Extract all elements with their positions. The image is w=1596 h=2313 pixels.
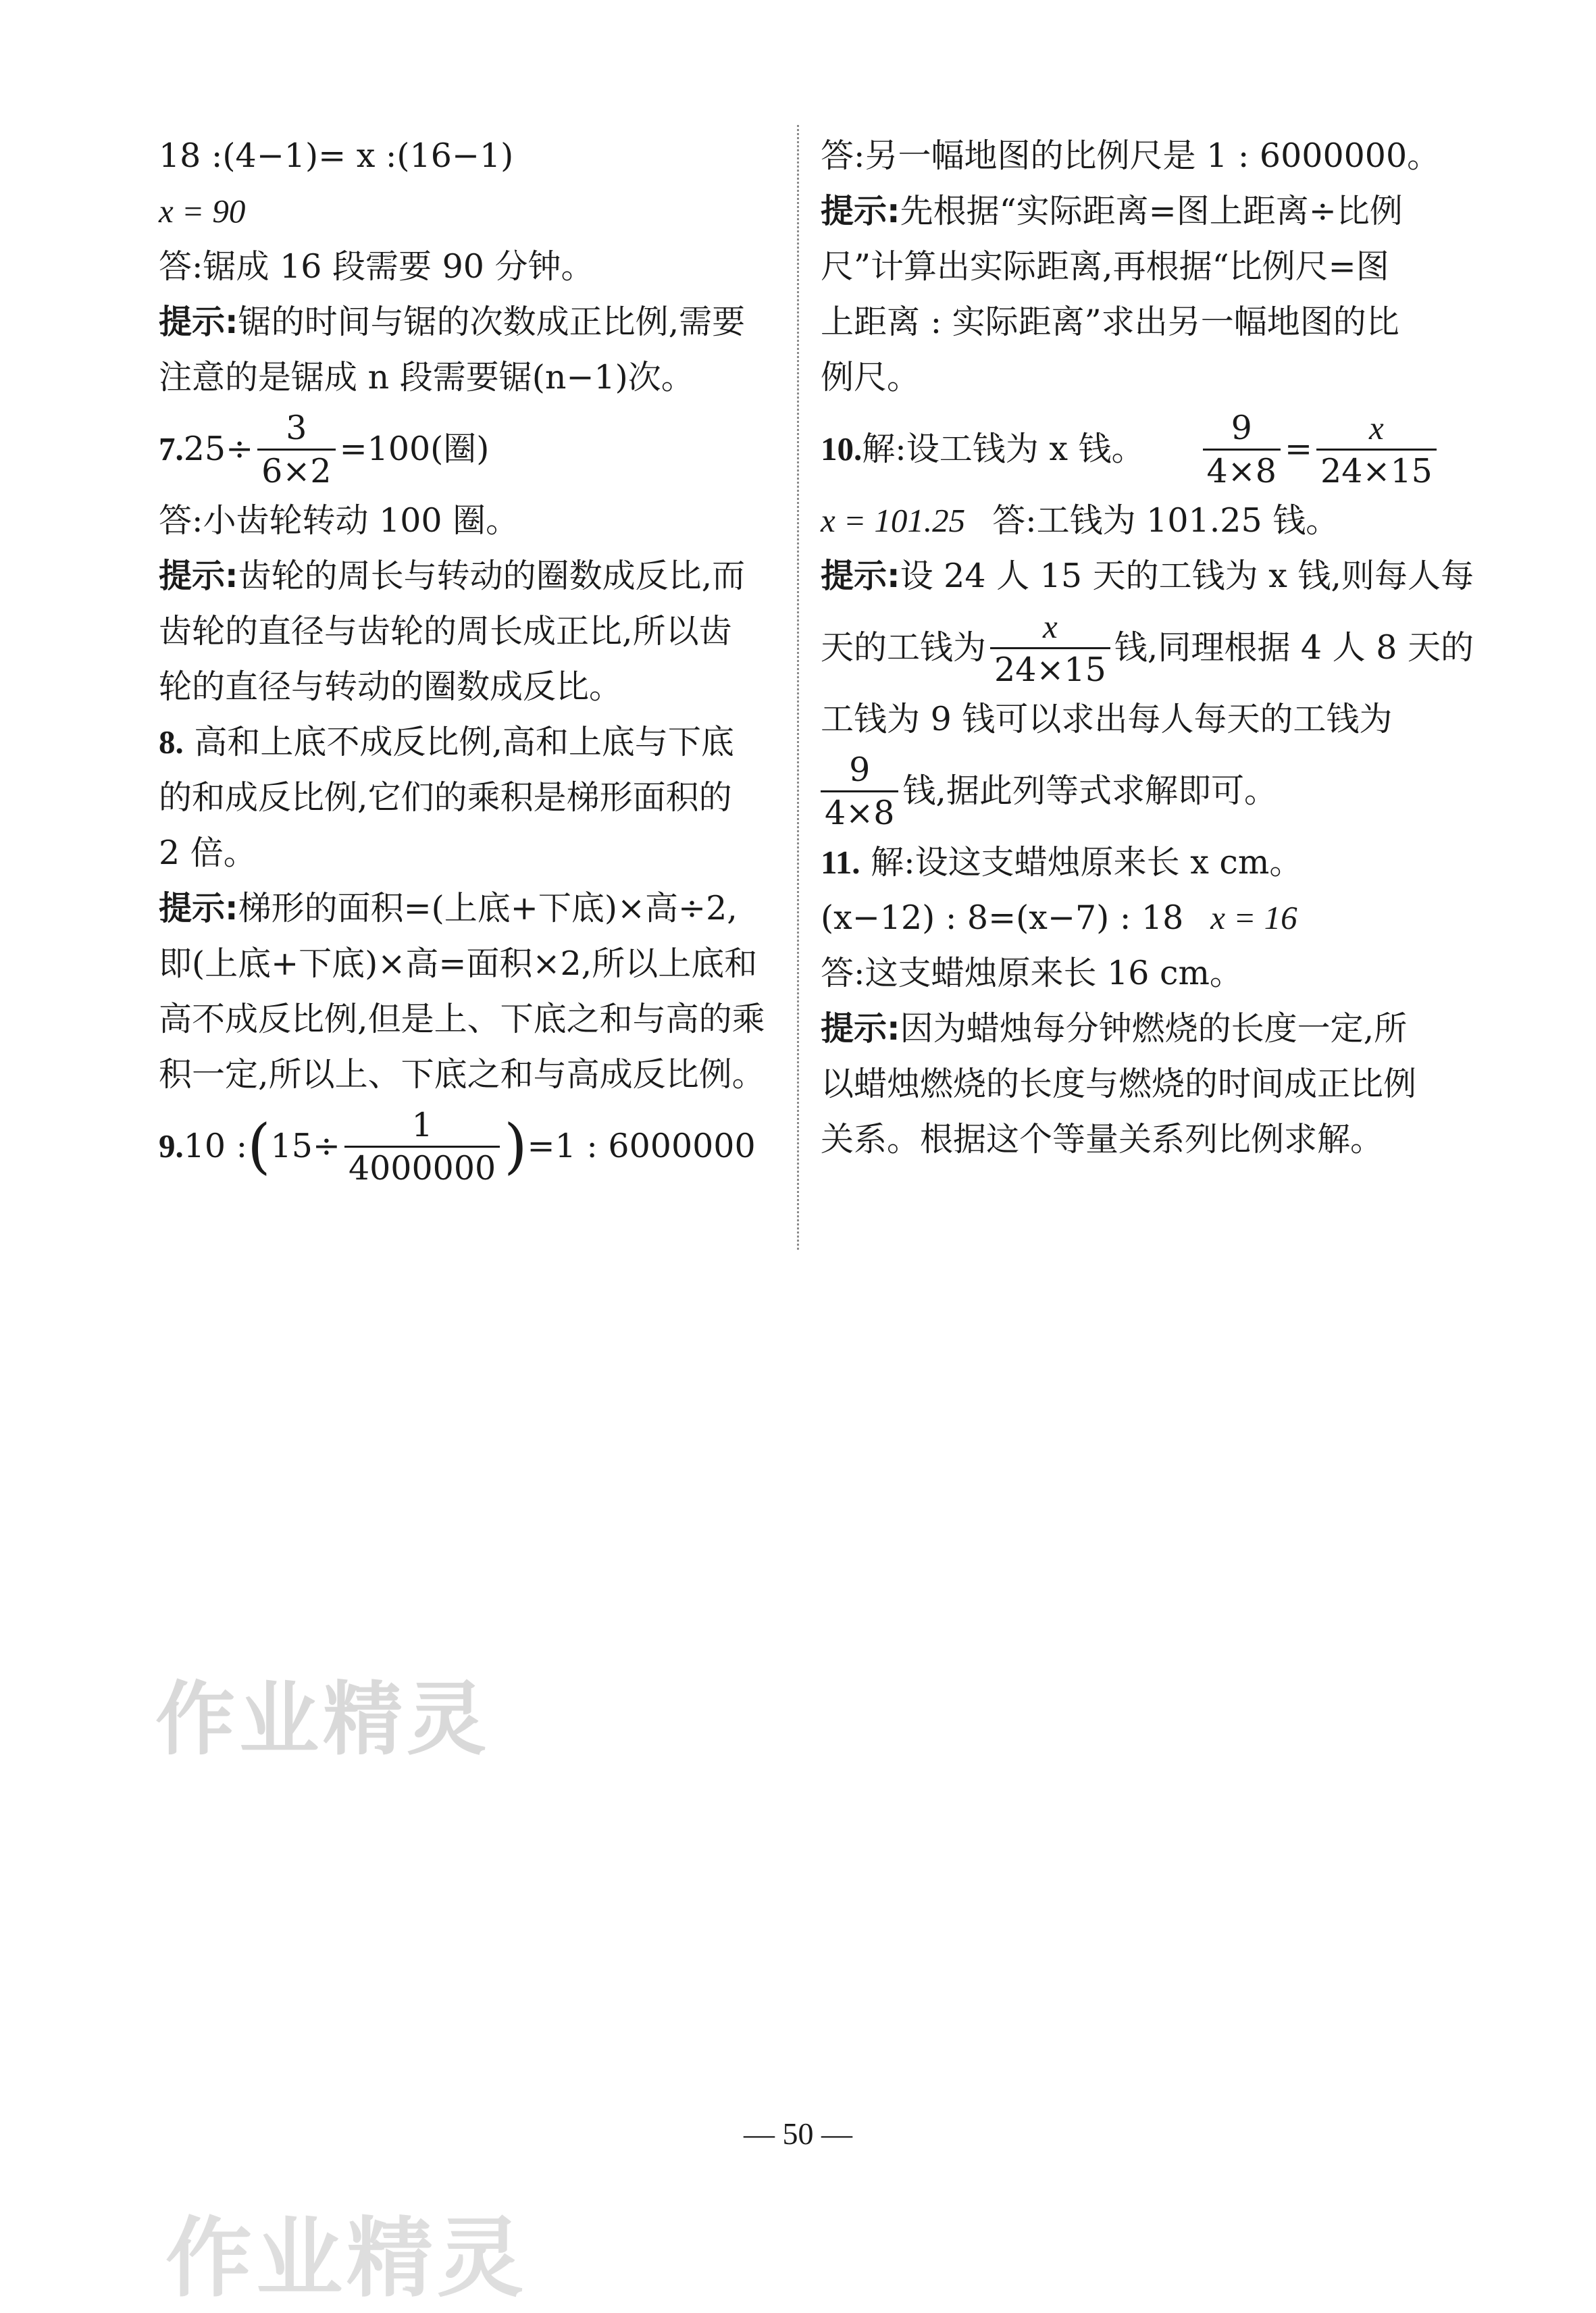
hint-text: 锯的时间与锯的次数成正比例,需要: [238, 303, 746, 341]
fraction-denominator: 6×2: [257, 449, 335, 488]
hint-line: [821, 604, 1474, 692]
answer-text: 高和上底不成反比例,高和上底与下底: [183, 723, 734, 761]
answer-text: 答:工钱为 101.25 钱。: [992, 501, 1339, 540]
expression-part: =100(圈): [339, 430, 490, 468]
equation: (x−12) : 8=(x−7) : 18: [821, 898, 1184, 937]
hint-line: [159, 295, 777, 350]
hint-text: 工钱为 9 钱可以求出每人每天的工钱为: [821, 700, 1393, 738]
hint-text: 梯形的面积=(上底+下底)×高÷2,: [238, 889, 738, 927]
fraction-denominator: 4000000: [344, 1146, 500, 1185]
fraction-numerator: 3: [286, 408, 307, 447]
left-column: [159, 128, 777, 1190]
hint-text: 尺”计算出实际距离,再根据“比例尺=图: [821, 247, 1389, 286]
equals-sign: =: [1284, 430, 1313, 468]
fraction-numerator: x: [1043, 607, 1058, 645]
hint-text: 天的工钱为: [821, 628, 987, 667]
equation-line: [821, 890, 1442, 946]
expression-part: 15÷: [270, 1127, 340, 1165]
question-9-line: 9. 10 : ( 15÷ $\frac{1}{4000000}$ ) =1 : 6000000: [159, 1105, 756, 1188]
fraction-numerator: 9: [849, 750, 871, 789]
fraction-numerator: 9: [1231, 408, 1252, 447]
hint-label: 提示:: [159, 889, 238, 927]
equation-line: 18 :(4−1)= x :(16−1): [159, 136, 514, 175]
solution-value: x = 16: [1210, 899, 1297, 936]
expression-part: 25÷: [183, 430, 254, 468]
hint-label: 提示:: [159, 303, 238, 341]
answer-line: 答:这支蜡烛原来长 16 cm。: [821, 954, 1243, 992]
solution-value: x = 101.25: [821, 502, 966, 539]
hint-line: [159, 549, 777, 604]
page-number: — 50 —: [744, 2116, 852, 2151]
hint-text: 先根据“实际距离=图上距离÷比例: [900, 192, 1403, 230]
fraction: [344, 1105, 500, 1188]
answer-text: 2 倍。: [159, 834, 257, 872]
solution-line: [821, 493, 1442, 549]
hint-line: [821, 1001, 1442, 1057]
question-8-line: [159, 715, 777, 770]
answer-line: 答:小齿轮转动 100 圈。: [159, 501, 519, 540]
right-column: [821, 128, 1474, 1167]
hint-text: 以蜡烛燃烧的长度与燃烧的时间成正比例: [821, 1065, 1417, 1103]
fraction: [821, 750, 898, 832]
hint-text: 设 24 人 15 天的工钱为 x 钱,则每人每: [900, 557, 1474, 595]
solution-line: x = 90: [159, 193, 246, 230]
fraction-denominator: 24×15: [1316, 449, 1437, 488]
hint-line: [821, 549, 1474, 604]
hint-text: 例尺。: [821, 358, 921, 397]
hint-label: 提示:: [159, 557, 238, 595]
fraction-numerator: 1: [411, 1105, 433, 1144]
watermark-logo: 作业精灵: [165, 2208, 528, 2309]
fraction: [257, 408, 335, 490]
fraction: [990, 607, 1110, 689]
answer-line: 答:锯成 16 段需要 90 分钟。: [159, 247, 594, 286]
question-7-line: [159, 405, 777, 493]
fraction-numerator: x: [1369, 409, 1384, 447]
question-number: 9.: [159, 1127, 184, 1165]
hint-label: 提示:: [821, 1009, 900, 1048]
expression-part: =1 : 6000000: [527, 1127, 756, 1165]
hint-text: 即(上底+下底)×高=面积×2,所以上底和: [159, 944, 758, 983]
hint-text: 注意的是锯成 n 段需要锯(n−1)次。: [159, 358, 694, 397]
fraction-denominator: 4×8: [1203, 449, 1281, 488]
fraction: [1316, 411, 1437, 488]
hint-label: 提示:: [821, 557, 900, 595]
expression-part: 10 :: [183, 1127, 248, 1165]
question-number: 10.: [821, 430, 863, 467]
hint-text: 高不成反比例,但是上、下底之和与高的乘: [159, 1000, 765, 1038]
hint-text: 因为蜡烛每分钟燃烧的长度一定,所: [900, 1009, 1408, 1048]
question-number: 7.: [159, 430, 184, 467]
fraction-denominator: 4×8: [821, 790, 898, 830]
question-11-line: [821, 835, 1442, 890]
hint-text: 轮的直径与转动的圈数成反比。: [159, 667, 623, 706]
watermark-logo: 作业精灵: [155, 1673, 491, 1766]
question-number: 8.: [159, 723, 184, 761]
hint-line: [821, 184, 1442, 239]
hint-line: [821, 747, 1442, 835]
fraction-denominator: 24×15: [990, 647, 1110, 686]
question-10-line: [821, 405, 1442, 493]
hint-text: 齿轮的周长与转动的圈数成反比,而: [238, 557, 746, 595]
hint-text: 钱,同理根据 4 人 8 天的: [1114, 628, 1474, 667]
hint-line: [159, 881, 777, 936]
answer-text: 解:设工钱为 x 钱。: [862, 430, 1145, 468]
hint-text: 齿轮的直径与齿轮的周长成正比,所以齿: [159, 612, 732, 651]
answer-line: 答:另一幅地图的比例尺是 1 : 6000000。: [821, 136, 1441, 175]
column-divider: [797, 125, 799, 1250]
hint-text: 关系。根据这个等量关系列比例求解。: [821, 1120, 1384, 1159]
answer-text: 解:设这支蜡烛原来长 x cm。: [860, 843, 1303, 882]
answer-text: 的和成反比例,它们的乘积是梯形面积的: [159, 778, 732, 817]
hint-text: 钱,据此列等式求解即可。: [902, 771, 1277, 810]
question-number: 11.: [821, 844, 860, 881]
fraction: [1203, 408, 1281, 490]
hint-text: 上距离 : 实际距离”求出另一幅地图的比: [821, 303, 1399, 341]
hint-label: 提示:: [821, 192, 900, 230]
hint-text: 积一定,所以上、下底之和与高成反比例。: [159, 1055, 765, 1094]
